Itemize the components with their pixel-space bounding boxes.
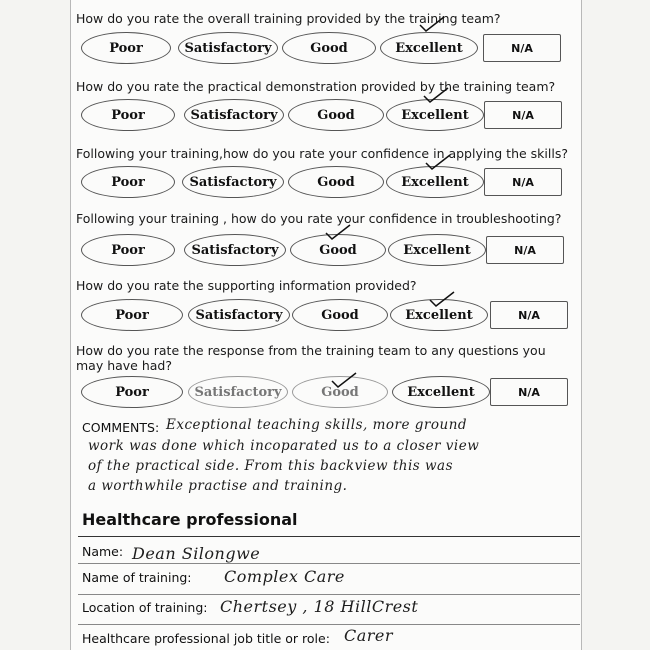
- question-1-text: How do you rate the overall training provided by the training team?: [76, 11, 501, 26]
- option-satisfactory[interactable]: Satisfactory: [184, 99, 284, 131]
- comment-line: Exceptional teaching skills, more ground: [166, 417, 468, 433]
- comments-label: COMMENTS:: [82, 420, 160, 435]
- comment-line: of the practical side. From this backview this was: [88, 458, 454, 474]
- option-satisfactory[interactable]: Satisfactory: [178, 32, 278, 64]
- comment-line: work was done which incoparated us to a closer view: [88, 438, 480, 454]
- option-satisfactory[interactable]: Satisfactory: [182, 166, 284, 198]
- job-title-value: Carer: [344, 626, 394, 645]
- option-satisfactory[interactable]: Satisfactory: [184, 234, 286, 266]
- rating-row-4: [78, 234, 578, 268]
- question-4-text: Following your training , how do you rate your confidence in troubleshooting?: [76, 211, 562, 226]
- question-5-text: How do you rate the supporting information provided?: [76, 278, 417, 293]
- option-poor[interactable]: Poor: [81, 376, 183, 408]
- option-poor[interactable]: Poor: [81, 234, 175, 266]
- check-mark-icon: [418, 16, 446, 32]
- option-good[interactable]: Good: [288, 166, 384, 198]
- question-2-text: How do you rate the practical demonstration provided by the training team?: [76, 79, 556, 94]
- option-good[interactable]: Good: [290, 234, 386, 266]
- rating-row-2: [78, 99, 578, 133]
- option-good[interactable]: Good: [282, 32, 376, 64]
- training-name-value: Complex Care: [224, 567, 345, 586]
- option-good[interactable]: Good: [292, 376, 388, 408]
- question-3-text: Following your training,how do you rate your confidence in applying the skills?: [76, 146, 568, 161]
- check-mark-icon: [428, 291, 456, 307]
- comment-line: a worthwhile practise and training.: [88, 478, 348, 494]
- option-good[interactable]: Good: [288, 99, 384, 131]
- option-excellent[interactable]: Excellent: [390, 299, 488, 331]
- check-mark-icon: [424, 154, 452, 170]
- check-mark-icon: [324, 224, 352, 240]
- option-poor[interactable]: Poor: [81, 166, 175, 198]
- option-excellent[interactable]: Excellent: [392, 376, 490, 408]
- option-poor[interactable]: Poor: [81, 99, 175, 131]
- question-6-text: How do you rate the response from the training team to any questions you may have had?: [76, 343, 546, 373]
- option-excellent[interactable]: Excellent: [380, 32, 478, 64]
- rating-row-3: [78, 166, 578, 200]
- option-good[interactable]: Good: [292, 299, 388, 331]
- training-location-label: Location of training:: [82, 600, 208, 615]
- name-label: Name:: [82, 544, 124, 559]
- option-na[interactable]: N/A: [484, 101, 562, 129]
- check-mark-icon: [330, 372, 358, 388]
- option-satisfactory[interactable]: Satisfactory: [188, 299, 290, 331]
- rating-row-1: [78, 32, 578, 66]
- divider: [78, 563, 580, 564]
- option-na[interactable]: N/A: [490, 378, 568, 406]
- option-excellent[interactable]: Excellent: [386, 166, 484, 198]
- option-poor[interactable]: Poor: [81, 32, 171, 64]
- option-na[interactable]: N/A: [483, 34, 561, 62]
- option-poor[interactable]: Poor: [81, 299, 183, 331]
- rating-row-6: [78, 376, 578, 410]
- name-value: Dean Silongwe: [132, 544, 261, 563]
- divider: [78, 594, 580, 595]
- option-na[interactable]: N/A: [486, 236, 564, 264]
- rating-row-5: [78, 299, 578, 333]
- option-na[interactable]: N/A: [484, 168, 562, 196]
- option-excellent[interactable]: Excellent: [386, 99, 484, 131]
- option-satisfactory[interactable]: Satisfactory: [188, 376, 288, 408]
- divider: [78, 536, 580, 537]
- training-location-value: Chertsey , 18 HillCrest: [220, 597, 419, 616]
- option-excellent[interactable]: Excellent: [388, 234, 486, 266]
- option-na[interactable]: N/A: [490, 301, 568, 329]
- divider: [78, 624, 580, 625]
- training-name-label: Name of training:: [82, 570, 192, 585]
- section-heading: Healthcare professional: [82, 510, 298, 529]
- job-title-label: Healthcare professional job title or role:: [82, 631, 330, 646]
- check-mark-icon: [422, 87, 450, 103]
